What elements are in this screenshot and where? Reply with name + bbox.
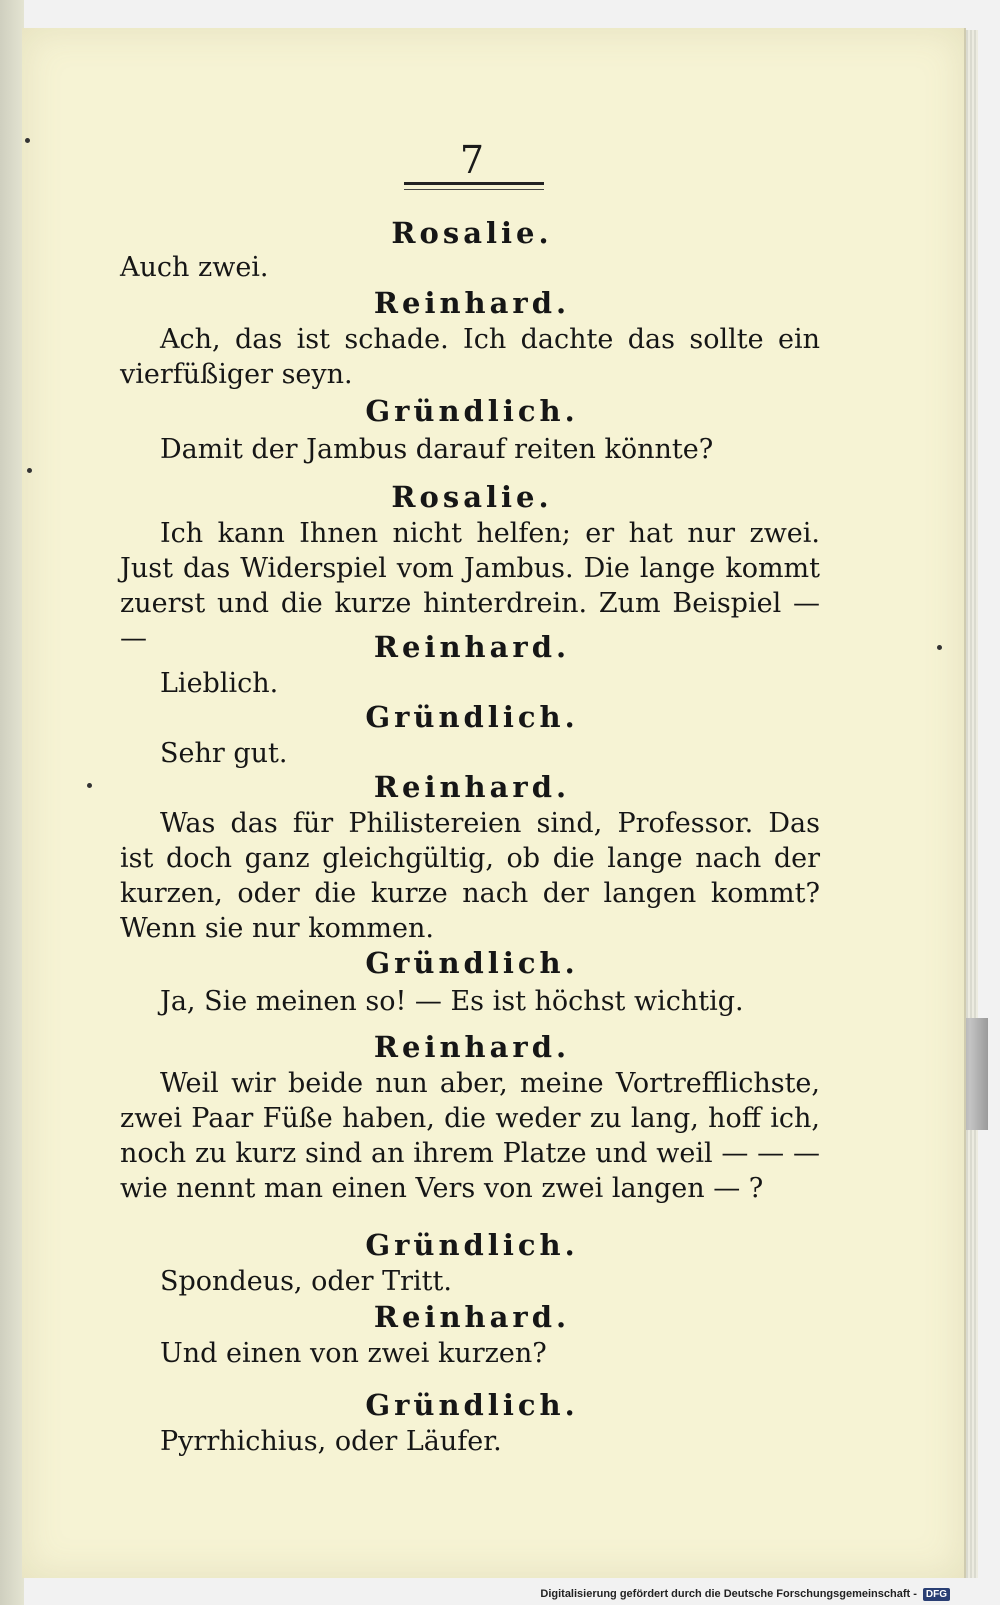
speech-text: Ach, das ist schade. Ich dachte das sollte ein vierfüßiger seyn.: [120, 324, 820, 390]
speech-text: Und einen von zwei kurzen?: [160, 1338, 547, 1369]
speaker-name: Rosalie.: [391, 480, 553, 514]
speech-text: Auch zwei.: [120, 252, 269, 283]
speaker-name: Rosalie.: [391, 216, 553, 250]
speech-text: Ja, Sie meinen so! — Es ist höchst wichtig.: [160, 986, 744, 1017]
speck: [937, 645, 942, 650]
dfg-logo: DFG: [923, 1588, 950, 1601]
speaker-name: Gründlich.: [365, 946, 579, 980]
speaker-name: Gründlich.: [365, 394, 579, 428]
book-page: [22, 28, 966, 1578]
speaker-name: Reinhard.: [373, 286, 571, 320]
speaker-name: Reinhard.: [373, 1030, 571, 1064]
speech-text: Was das für Philistereien sind, Professor. Das ist doch ganz gleichgültig, ob die lange nach der kurzen, oder die kurze nach der langen kommt? Wenn sie nur kommen.: [120, 808, 820, 944]
speaker-name: Reinhard.: [373, 770, 571, 804]
digitization-credit: [540, 1585, 950, 1603]
page-number: 7: [459, 138, 485, 182]
speech-text: Sehr gut.: [160, 738, 288, 769]
speech-text: Ich kann Ihnen nicht helfen; er hat nur zwei. Just das Widerspiel vom Jambus. Die lange kommt zuerst und die kurze hinterdrein. Zum Beispiel — —: [120, 518, 820, 654]
speaker-name: Reinhard.: [373, 630, 571, 664]
speaker-name: Gründlich.: [365, 1228, 579, 1262]
speaker-name: Gründlich.: [365, 700, 579, 734]
scan-background-left: [0, 0, 24, 1605]
speaker-name: Gründlich.: [365, 1388, 579, 1422]
speech-text: Pyrrhichius, oder Läufer.: [160, 1426, 502, 1457]
speech-text: Lieblich.: [160, 668, 279, 699]
speech-text: Weil wir beide nun aber, meine Vortrefflichste, zwei Paar Füße haben, die weder zu lang, hoff ich, noch zu kurz sind an ihrem Platze und weil — — — wie nennt man einen Vers von zwei langen — ?: [120, 1068, 820, 1204]
speck: [27, 468, 32, 473]
speaker-name: Reinhard.: [373, 1300, 571, 1334]
speech-text: Spondeus, oder Tritt.: [160, 1266, 452, 1297]
speech-text: Damit der Jambus darauf reiten könnte?: [160, 434, 714, 465]
credit-text: Digitalisierung gefördert durch die Deutsche Forschungsgemeinschaft -: [540, 1588, 917, 1600]
header-rule: [404, 182, 544, 190]
page-edge: [964, 30, 978, 1578]
